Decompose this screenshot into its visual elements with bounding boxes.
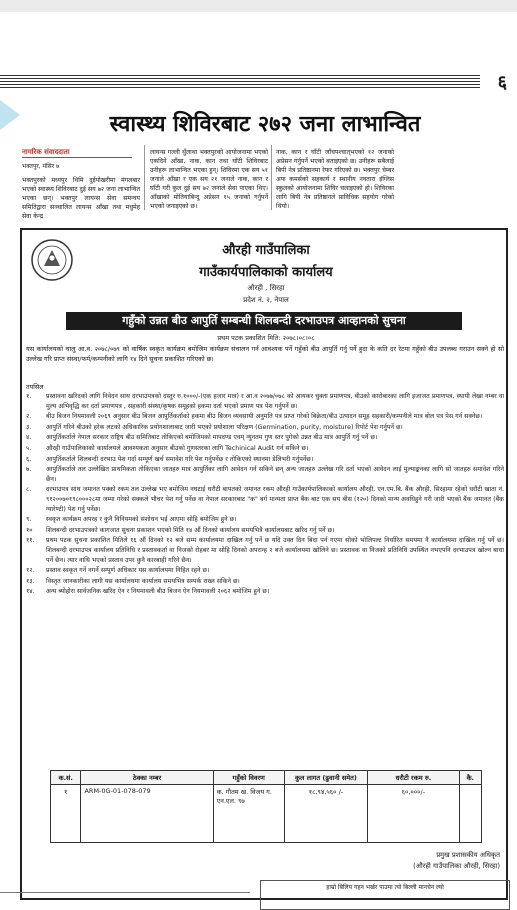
column-divider bbox=[271, 145, 272, 210]
table-header: गहुँको विवरण bbox=[213, 771, 284, 785]
article-source: नागरिक संवाददाता bbox=[22, 148, 132, 158]
list-item: ९. स्वकृत कार्यक्रम अपरह र कुनै विनियमको संशोधन भई आएमा सोहि बमोजिम हुने छ। bbox=[26, 516, 237, 524]
notice-title: गहुँको उन्नत बीउ आपुर्ति सम्बन्धी शिलबन्दी दरभाउपत्र आव्हानको सुचना bbox=[66, 312, 462, 330]
list-item: १. प्रस्तावना खरिदको लागि निवेदन साथ दरभाउपत्रको दस्तुर रु.१०००/-(एक हजार मात्र) र आ.व २०७७/०७८ को आयकर चुक्ता प्रमाणपत्र, बीउको कारोबारका लागि इजाजत प्रमाणपत्र, स्थायी लेखा नम्बर वा मुल्य अभिवृद्धि कर दर्ता प्रमाणपत्र , सहकारी संस्था/कृषक समूहको हकमा दर्ता भएको प्रमाण पत्र पेश गर्नुपर्ने छ। bbox=[26, 393, 504, 410]
table-header: क.सं. bbox=[51, 771, 81, 785]
organization-header bbox=[22, 240, 510, 305]
publication-date: प्रथम पटक प्रकाशित मिति: २०७८।०८।०८ bbox=[217, 334, 315, 342]
table-header: ठेक्का नम्बर bbox=[81, 771, 213, 785]
org-address: औरही , सिरहा bbox=[247, 284, 285, 292]
org-office: गाउँकार्यपालिकाको कार्यालय bbox=[199, 265, 333, 280]
list-item: ४. आपुर्तिकर्ताले नेपाल सरकार राष्ट्रिय बीउ समितिबाट तोकिएको बमोजिमको मापदण्ड एवम् न्युनतम गुण स्तर पुगेको उन्नत बीउ मात्र आपुर्ति गर्नु पर्ने छ। bbox=[26, 434, 378, 442]
article-place: भक्तपुर, मंसिर ७ bbox=[22, 163, 60, 170]
page-number: ६ bbox=[497, 72, 507, 93]
table-cell bbox=[459, 785, 481, 843]
article-byline bbox=[22, 148, 132, 170]
details-heading: तपसिल bbox=[26, 383, 44, 391]
table-cell: ARM-0G-01-078-079 bbox=[81, 785, 213, 843]
list-item: ८. दरभाउपत्र साथ जमानत पक्को रकम तल उल्लेख भए बमोजिम नघटाई धरौटी बापतको जमानत रकम औरही गाउँकार्यपालिकाको कार्यालय औरही, एन.एम.बि. बैंक औरही, सिरहामा रहेको धरौटी खाता नं. ९१२००७०१९८०००२८मा जम्मा गरेको सक्कले भौचर पेश गर्नु पर्नेछ वा नेपाल सरकारबाट "क" बर्ग मान्यता प्राप्त बैंक बाट एक सय बीस (१२०) दिनको मान्य अवधिहुने गरी जारी भएको बैंक जमानत (बैंक ग्यारेण्टी) पेश गर्नु पर्नेछ। bbox=[26, 486, 504, 513]
notice-intro: यस कार्यालयको चालु आ.व. २०७८/०७९ को वार्षिक स्वकृत कार्यक्रम बमोजिम कार्यक्रम संचालन गर्न आवश्यक पर्ने गहुँको बीउ आपुर्ति गर्नु पर्ने हुदा के कति दर रेटमा गहुँको बीउ उपलब्ध गराउन सक्ने हो सो उल्लेख गरि प्राप्त संस्था/फर्म/कम्पनीको लागि १४ दिने सूचना प्रकाशित गरिएको छ। bbox=[26, 345, 504, 363]
list-item: १० शिलबन्दी दरभाउपत्रको कागजात सुचना प्रकाशन भएको मिति १४ औं दिनको कार्यालय समयभित्रै कार्यालयबाट खरिद गर्नु पर्ने छ। bbox=[26, 526, 335, 534]
notice-items bbox=[26, 392, 504, 598]
list-item: ५. औरही गाउँपालिकाको कार्यालयले आवश्यकता अनुसार बीउको गुणस्तरका लागि Techinical Audit गर्न सकिने छ। bbox=[26, 444, 309, 452]
article-column-2: लायन्स गल्ली थुँलाथा भक्तपुरको आयोजनामा भएको एकदिने आँखा, नाक, कान तथा घाँटी शिविरबाट उनीहरू लाभान्वित भएका हुन्। शिविरमा एक सय ५१ जनाले आँखा र एक सय २१ जनाले नाक, कान र घाँटी गरी कुल दुई सय ७२ जनाले सेवा पाएका थिए। आँखाको मोतियाबिन्दु अप्रेसन १५ जनाको गर्नुपर्ने भएको जनाइएको छ। bbox=[150, 149, 268, 210]
signature-block bbox=[413, 850, 500, 872]
article-headline: स्वास्थ्य शिविरबाट २७२ जना लाभान्वित bbox=[109, 111, 421, 137]
table-cell: ६०,०००/- bbox=[368, 785, 459, 843]
bottom-rule bbox=[0, 892, 250, 893]
article-column-3: नाक, कान र घाँटी जाँचपश्चात्‌भएको १२ जनाको अप्रेसन गर्नुपर्ने भएको बताइएको छ। उनीहरू सबैलाई बिपी नेत्र प्रतिष्ठानमा रेफर गरिएको छ। भक्तपुर चेम्बर अफ कमर्सको सहकार्य र स्थानीय नवतारा इंग्लिस स्कुलको आयोजनामा शिविर चलाइएको हो। शिविरका लागि बिपी नेत्र प्रतिष्ठानले प्राविधिक सहयोग गरेको थियो। bbox=[276, 149, 394, 210]
signature-org: (औरही गाउँपालिका औरही, सिरहा) bbox=[413, 862, 500, 870]
tender-table bbox=[50, 770, 482, 843]
list-item: १२. प्रस्ताव स्वकृत गर्ने नगर्ने सम्पूर्ण अधिकार यस कार्यालयमा निहित रहने छ। bbox=[26, 567, 210, 575]
article-column-1: भक्तपुरको मध्यपुर थिमि दुईपोखरीमा मंगलबार भएको स्वास्थ्य शिविरबाट दुई सय ७२ जना लाभान्वित भएका छन्। भक्तपुर लायन्स सेवा समन्वय समितिद्वारा सञ्चालित लायन्स आँखा तथा मधुमेह सेवा केन्द्र bbox=[22, 177, 140, 220]
column-divider bbox=[144, 145, 145, 210]
table-header: कै. bbox=[459, 771, 481, 785]
table-cell: क. गौतम ख. विजय ग. एन.एल. ९७ bbox=[213, 785, 284, 843]
table-header: धरौटी रकम रु. bbox=[368, 771, 459, 785]
org-province: प्रदेश नं. २, नेपाल bbox=[243, 296, 289, 304]
list-item: ७. आपुर्तिकर्ताले तल उल्लेखित प्राथमिकता तोकिएका जातहरु मात्र आपुर्तिका लागि आवेदन गर्न सकिने छन् अन्य जातहरु उल्लेख गरि दर्ता भएको आवेदन लाई मुल्याङ्कनका लागि सो जातहरु समावेश गरिने छैन। bbox=[26, 466, 504, 483]
signature-title: प्रमुख प्रशासकीय अधिकृत bbox=[436, 851, 500, 859]
org-name: औरही गाउँपालिका bbox=[222, 243, 310, 258]
table-cell: १८,९४,५६० /- bbox=[284, 785, 367, 843]
list-item: १३. विस्तृत जानकारीका लागी यस कार्यालयमा कार्यालय समयभित्र सम्पर्क राख्न सकिने छ। bbox=[26, 577, 240, 585]
decorative-arrow bbox=[0, 100, 20, 130]
table-cell: १ bbox=[51, 785, 81, 843]
list-item: १४. अन्य ब्योहोरा सार्वजनिक खरिद ऐन र नियमावली बीउ बिजन ऐन नियमावली २०६२ बमोजिम हुने छ। bbox=[26, 588, 270, 596]
bottom-advertisement: हाम्रो बिलिय गहन भर्खर पाउमा त्यो बिल्ली मानचेन ल्यो bbox=[260, 880, 510, 910]
list-item: ३. आपुर्ति गरिने बीउको हरेक लटको अधिकारिक प्रयोगशालाबाट जारी भएको प्रयोशाला परिक्षण (Germination, purity, moisture) रिपोर्ट पेश गर्नुपर्ने छ। bbox=[26, 423, 403, 431]
top-gray-band bbox=[0, 0, 517, 12]
top-rule bbox=[0, 75, 480, 89]
list-item: ११. प्रथम पटक सुचना प्रकाशित मितिले १६ औं दिनको १२ बजे सम्म कार्यालयमा दाखिल गर्नु पर्ने छ यदि उक्त दिन बिदा पर्न गएमा सोको भोलिपल्ट निर्धारित समयमा नै कार्यालयमा दाखिल गर्नु पर्ने छ। शिलबन्दी दरभाउपत्र कार्यालय प्रतिनिधि र प्रस्तावकर्ता वा निजको रोहबर मा सोहि दिनको अपरान्ह २ बजे कार्यालयमा खोलिने छ। प्रस्तावक वा निजको प्रतिनिधि उपस्थित नभएपनि दरभाउपत्र खोल्न बाधा पर्ने छैन। त्यार नाथि भएको प्रस्ताव उपर कुनै कारबाही गरिने छैन। bbox=[26, 537, 504, 564]
table-row bbox=[51, 785, 482, 843]
list-item: ६. आपुर्तिकर्ताले शिलबन्दी दरभाउ पेश गर्दा सम्पूर्ण खर्च समावेश गरि पेश गर्नुपर्नेछ र तोकिएको स्थानमा डेलिभरी गर्नुपर्नेछ। bbox=[26, 455, 314, 463]
table-header: कुल लागत (ढुवानी समेत) bbox=[284, 771, 367, 785]
public-notice bbox=[20, 228, 508, 900]
list-item: २. बीउ बिजन नियमावली २०६९ अनुसार बीउ बिजन आपुर्तिकर्ताको हकमा बीउ बिजन व्यवसायी अनुमति पत्र प्राप्त गरेको बिक्रेता/बीउ उत्पादन समूह सहकारी/कम्पनीले मात्र बोल पत्र पेस गर्न सक्नेछ। bbox=[26, 413, 483, 421]
